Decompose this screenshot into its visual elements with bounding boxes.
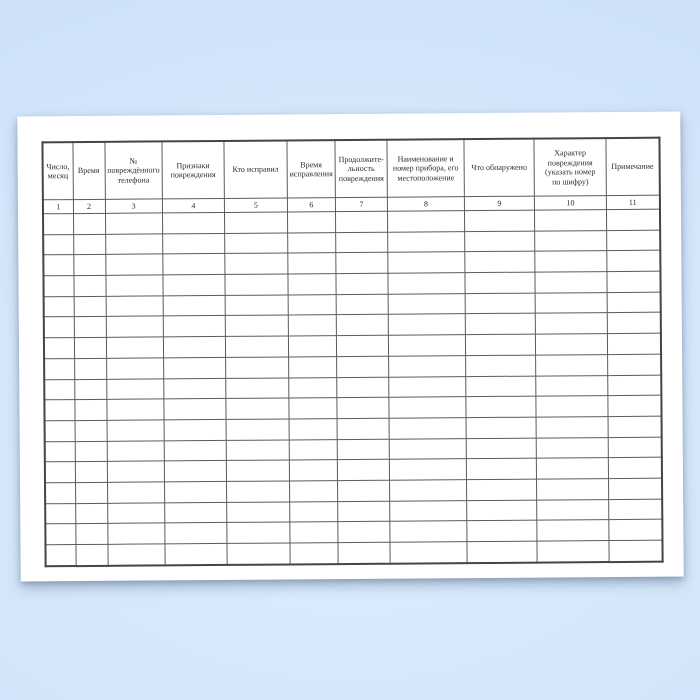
empty-cell <box>105 213 163 234</box>
empty-cell <box>467 479 537 500</box>
empty-cell <box>389 397 466 418</box>
empty-cell <box>164 440 226 461</box>
empty-cell <box>74 400 106 421</box>
empty-cell <box>107 523 165 544</box>
empty-cell <box>537 499 609 520</box>
empty-cell <box>225 295 288 316</box>
empty-cell <box>466 376 536 397</box>
empty-cell <box>288 253 336 274</box>
empty-cell <box>535 230 607 251</box>
empty-cell <box>75 462 107 483</box>
empty-cell <box>225 315 288 336</box>
empty-cell <box>389 438 466 459</box>
empty-cell <box>164 481 226 502</box>
empty-cell <box>535 313 607 334</box>
empty-cell <box>43 214 73 235</box>
empty-cell <box>389 376 466 397</box>
empty-cell <box>287 212 335 233</box>
empty-cell <box>106 399 164 420</box>
empty-cell <box>607 313 660 334</box>
empty-cell <box>106 337 164 358</box>
empty-cell <box>107 544 165 566</box>
column-header-4: Признаки повреждения <box>162 141 224 199</box>
empty-cell <box>388 273 465 294</box>
empty-cell <box>390 500 467 521</box>
empty-cell <box>288 356 336 377</box>
empty-cell <box>225 357 288 378</box>
empty-cell <box>288 294 336 315</box>
empty-cell <box>106 296 164 317</box>
empty-cell <box>388 231 465 252</box>
empty-cell <box>608 416 661 437</box>
empty-cell <box>535 292 607 313</box>
empty-cell <box>45 545 75 566</box>
empty-cell <box>608 375 661 396</box>
empty-cell <box>74 337 106 358</box>
empty-cell <box>336 253 388 274</box>
empty-cell <box>388 211 465 232</box>
empty-cell <box>465 272 535 293</box>
empty-cell <box>45 483 75 504</box>
empty-cell <box>536 416 608 437</box>
column-number-3: 3 <box>105 199 163 213</box>
empty-cell <box>466 355 536 376</box>
empty-cell <box>607 251 660 272</box>
empty-cell <box>535 210 607 231</box>
empty-cell <box>226 377 289 398</box>
empty-cell <box>73 275 105 296</box>
empty-cell <box>106 378 164 399</box>
empty-cell <box>388 335 465 356</box>
empty-cell <box>225 336 288 357</box>
column-header-10: Характер повреждения (указать номер по шифру) <box>534 138 606 196</box>
empty-cell <box>607 333 660 354</box>
empty-cell <box>336 294 388 315</box>
empty-cell <box>107 482 165 503</box>
empty-cell <box>609 519 662 540</box>
empty-cell <box>537 541 609 563</box>
empty-cell <box>607 209 660 230</box>
empty-cell <box>107 440 165 461</box>
empty-cell <box>389 355 466 376</box>
empty-cell <box>226 419 289 440</box>
empty-cell <box>465 334 535 355</box>
empty-cell <box>227 502 290 523</box>
empty-cell <box>75 524 107 545</box>
empty-cell <box>44 400 74 421</box>
empty-cell <box>163 254 225 275</box>
empty-cell <box>227 543 290 565</box>
empty-cell <box>74 358 106 379</box>
empty-cell <box>465 251 535 272</box>
empty-cell <box>536 354 608 375</box>
empty-cell <box>105 234 163 255</box>
empty-cell <box>336 335 388 356</box>
column-header-3: № повреждённого телефона <box>104 141 162 199</box>
empty-cell <box>337 377 389 398</box>
empty-cell <box>163 295 225 316</box>
empty-cell <box>45 503 75 524</box>
empty-cell <box>467 500 537 521</box>
column-header-8: Наименование и номер прибора, его местоположение <box>387 139 464 197</box>
column-number-1: 1 <box>43 200 73 214</box>
empty-cell <box>607 271 660 292</box>
empty-cell <box>224 212 287 233</box>
empty-cell <box>289 398 337 419</box>
empty-cell <box>336 273 388 294</box>
empty-cell <box>106 316 164 337</box>
empty-cell <box>466 438 536 459</box>
empty-cell <box>290 543 338 565</box>
empty-cell <box>44 296 74 317</box>
empty-cell <box>45 420 75 441</box>
empty-cell <box>467 541 537 563</box>
empty-cell <box>536 396 608 417</box>
empty-cell <box>337 459 389 480</box>
empty-cell <box>535 272 607 293</box>
empty-cell <box>465 293 535 314</box>
empty-cell <box>75 420 107 441</box>
empty-cell <box>466 458 536 479</box>
empty-cell <box>337 439 389 460</box>
empty-cell <box>43 276 73 297</box>
empty-cell <box>608 457 661 478</box>
column-header-2: Время <box>72 142 104 200</box>
empty-cell <box>227 522 290 543</box>
empty-cell <box>289 377 337 398</box>
empty-cell <box>163 316 225 337</box>
empty-cell <box>388 293 465 314</box>
empty-cell <box>163 275 225 296</box>
empty-cell <box>73 255 105 276</box>
empty-cell <box>336 232 388 253</box>
empty-cell <box>466 417 536 438</box>
empty-cell <box>390 521 467 542</box>
column-header-11: Примечание <box>606 138 659 196</box>
empty-cell <box>535 334 607 355</box>
empty-cell <box>608 354 661 375</box>
column-number-2: 2 <box>73 199 105 213</box>
empty-cell <box>288 336 336 357</box>
empty-cell <box>75 544 107 565</box>
empty-cell <box>467 520 537 541</box>
empty-cell <box>389 459 466 480</box>
empty-cell <box>44 358 74 379</box>
empty-cell <box>43 255 73 276</box>
empty-cell <box>338 522 390 543</box>
empty-cell <box>105 254 163 275</box>
empty-cell <box>73 234 105 255</box>
empty-cell <box>466 396 536 417</box>
column-number-4: 4 <box>162 198 224 212</box>
empty-cell <box>338 542 390 564</box>
empty-cell <box>337 356 389 377</box>
empty-cell <box>337 397 389 418</box>
empty-cell <box>105 275 163 296</box>
column-number-11: 11 <box>606 195 659 209</box>
empty-cell <box>336 211 388 232</box>
column-header-6: Время исправления <box>287 140 336 198</box>
empty-cell <box>536 458 608 479</box>
empty-cell <box>226 440 289 461</box>
empty-cell <box>390 480 467 501</box>
empty-cell <box>338 501 390 522</box>
empty-cell <box>465 210 535 231</box>
column-header-5: Кто исправил <box>224 140 287 198</box>
empty-cell <box>75 441 107 462</box>
empty-cell <box>337 418 389 439</box>
empty-cell <box>106 358 164 379</box>
empty-cell <box>465 314 535 335</box>
table-row <box>45 540 662 566</box>
empty-cell <box>163 357 225 378</box>
empty-cell <box>44 338 74 359</box>
empty-cell <box>226 481 289 502</box>
empty-cell <box>225 274 288 295</box>
empty-cell <box>164 378 226 399</box>
empty-cell <box>44 379 74 400</box>
empty-cell <box>535 251 607 272</box>
empty-cell <box>45 441 75 462</box>
column-number-7: 7 <box>335 197 387 211</box>
empty-cell <box>289 439 337 460</box>
empty-cell <box>164 419 226 440</box>
column-number-5: 5 <box>224 198 287 212</box>
empty-cell <box>165 543 227 565</box>
empty-cell <box>107 503 165 524</box>
empty-cell <box>609 540 662 562</box>
empty-cell <box>43 234 73 255</box>
empty-cell <box>164 399 226 420</box>
empty-cell <box>226 460 289 481</box>
empty-cell <box>289 460 337 481</box>
empty-cell <box>389 418 466 439</box>
empty-cell <box>290 501 338 522</box>
empty-cell <box>107 461 165 482</box>
empty-cell <box>74 296 106 317</box>
empty-cell <box>163 233 225 254</box>
empty-cell <box>165 502 227 523</box>
empty-cell <box>609 478 662 499</box>
table-body <box>43 209 662 566</box>
empty-cell <box>288 274 336 295</box>
table-header-row <box>42 138 659 200</box>
empty-cell <box>338 480 390 501</box>
empty-cell <box>45 462 75 483</box>
table-head <box>42 138 659 214</box>
empty-cell <box>165 523 227 544</box>
empty-cell <box>225 253 288 274</box>
empty-cell <box>107 420 165 441</box>
empty-cell <box>288 232 336 253</box>
column-header-1: Число, месяц <box>42 142 72 200</box>
empty-cell <box>607 292 660 313</box>
empty-cell <box>390 542 467 564</box>
empty-cell <box>609 499 662 520</box>
column-header-7: Продолжите- льность повреждения <box>335 140 387 198</box>
empty-cell <box>74 317 106 338</box>
column-number-10: 10 <box>534 196 606 211</box>
empty-cell <box>336 315 388 336</box>
empty-cell <box>537 520 609 541</box>
column-header-9: Что обнаружено <box>464 139 534 197</box>
empty-cell <box>75 482 107 503</box>
empty-cell <box>608 437 661 458</box>
empty-cell <box>163 337 225 358</box>
paper-sheet <box>17 112 683 582</box>
column-number-8: 8 <box>387 197 464 212</box>
empty-cell <box>388 252 465 273</box>
empty-cell <box>75 503 107 524</box>
empty-cell <box>73 213 105 234</box>
column-number-9: 9 <box>464 196 534 211</box>
empty-cell <box>536 375 608 396</box>
empty-cell <box>162 212 224 233</box>
empty-cell <box>465 231 535 252</box>
empty-cell <box>288 315 336 336</box>
empty-cell <box>608 395 661 416</box>
empty-cell <box>225 233 288 254</box>
empty-cell <box>164 461 226 482</box>
empty-cell <box>45 524 75 545</box>
empty-cell <box>388 314 465 335</box>
empty-cell <box>74 379 106 400</box>
column-number-6: 6 <box>287 198 335 212</box>
empty-cell <box>289 481 337 502</box>
empty-cell <box>607 230 660 251</box>
damage-log-table <box>41 137 663 567</box>
empty-cell <box>44 317 74 338</box>
empty-cell <box>537 479 609 500</box>
empty-cell <box>536 437 608 458</box>
empty-cell <box>289 418 337 439</box>
empty-cell <box>226 398 289 419</box>
empty-cell <box>290 522 338 543</box>
